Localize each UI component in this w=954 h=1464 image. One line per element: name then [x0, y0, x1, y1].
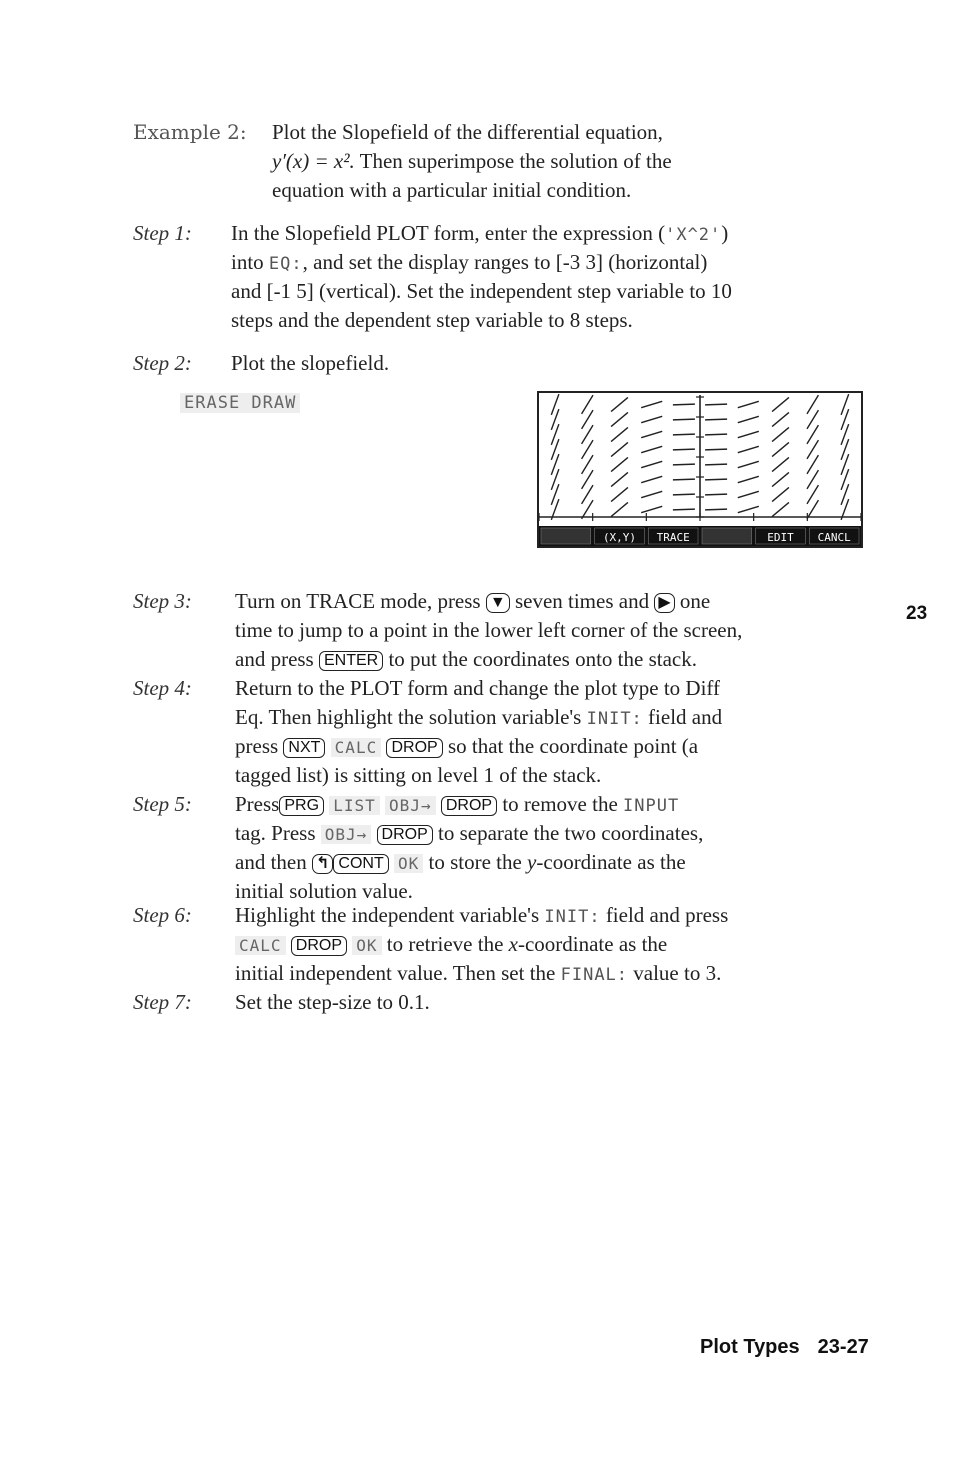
step6-l1b: field and press — [605, 903, 729, 927]
step6-l2c: -coordinate as the — [517, 932, 668, 956]
slope-segment — [738, 461, 759, 467]
step1-l1b: ) — [721, 221, 729, 245]
slopefield-plot — [539, 393, 861, 546]
footer-page-number: 23-27 — [817, 1336, 869, 1358]
example-line-3: equation with a particular initial condition. — [272, 178, 632, 202]
prg-key[interactable]: PRG — [279, 796, 324, 816]
right-arrow-key[interactable]: ▶ — [654, 593, 674, 613]
slope-segment — [807, 395, 818, 414]
slope-segment — [738, 431, 759, 437]
step1-expression: 'X^2' — [665, 225, 722, 245]
step4-label: Step 4: — [133, 676, 192, 700]
menu-key-label: TRACE — [656, 531, 690, 544]
slope-segment — [611, 427, 628, 441]
step1-l2a: into — [231, 250, 264, 274]
slope-segment — [673, 509, 695, 510]
slope-segment — [641, 416, 662, 422]
step1-eq-field: EQ: — [268, 254, 303, 274]
example-line-2 — [272, 149, 672, 174]
step3-l1c: one — [679, 589, 711, 613]
step2-text: Plot the slopefield. — [231, 351, 390, 375]
step2-label: Step 2: — [133, 351, 192, 375]
slope-segment — [641, 401, 662, 407]
slope-segment — [582, 410, 593, 429]
step6-line-3 — [235, 961, 721, 986]
footer-section: Plot Types — [700, 1336, 800, 1358]
slope-segment — [807, 410, 818, 429]
slope-segment — [772, 442, 789, 456]
step5-line-4: initial solution value. — [235, 879, 413, 903]
slope-segment — [705, 449, 727, 450]
slope-segment — [772, 487, 789, 501]
menu-key-box — [541, 528, 591, 544]
drop-key-2[interactable]: DROP — [441, 796, 497, 816]
step6-l3a: initial independent value. Then set the — [235, 961, 556, 985]
list-softkey[interactable]: LIST — [329, 796, 380, 815]
slope-segment — [738, 416, 759, 422]
slope-segment — [582, 500, 593, 519]
slope-segment — [611, 397, 628, 411]
left-shift-key[interactable]: ↰ — [312, 854, 333, 874]
slope-segment — [807, 500, 818, 519]
slope-segment — [738, 491, 759, 497]
slope-segment — [772, 397, 789, 411]
cont-key[interactable]: CONT — [333, 854, 388, 874]
slope-segment — [582, 425, 593, 444]
slope-segment — [582, 485, 593, 504]
slope-segment — [582, 470, 593, 489]
slope-segment — [772, 502, 789, 516]
calc-softkey[interactable]: CALC — [331, 738, 382, 757]
slope-segment — [641, 431, 662, 437]
step5-l3c: -coordinate as the — [536, 850, 686, 874]
step5-line-2 — [235, 821, 703, 846]
step6-l1a: Highlight the independent variable's — [235, 903, 540, 927]
step5-l2a: tag. Press — [235, 821, 316, 845]
menu-key-box — [702, 528, 752, 544]
slope-segment — [582, 455, 593, 474]
step5-line-1 — [235, 792, 679, 817]
slope-segment — [673, 419, 695, 420]
step6-l2b: to retrieve the — [386, 932, 504, 956]
step6-l3b: value to 3. — [633, 961, 722, 985]
slope-segment — [772, 427, 789, 441]
slope-segment — [611, 487, 628, 501]
step4-l2a: Eq. Then highlight the solution variable's — [235, 705, 582, 729]
slope-segment — [705, 479, 727, 480]
slope-segment — [738, 401, 759, 407]
step7-label: Step 7: — [133, 990, 192, 1014]
step3-l3b: to put the coordinates onto the stack. — [388, 647, 697, 671]
obj-softkey-2[interactable]: OBJ→ — [321, 825, 372, 844]
example-label: Example 2: — [133, 120, 247, 144]
slope-segment — [705, 509, 727, 510]
down-arrow-key[interactable]: ▼ — [486, 593, 510, 613]
slope-segment — [772, 457, 789, 471]
slope-segment — [807, 470, 818, 489]
step4-l3a: press — [235, 734, 279, 758]
step5-l2b: to separate the two coordinates, — [438, 821, 704, 845]
slope-segment — [738, 506, 759, 512]
step3-line-2: time to jump to a point in the lower left corner of the screen, — [235, 618, 743, 642]
slope-segment — [673, 464, 695, 465]
step1-l2b: , and set the display ranges to [-3 3] (horizontal) — [302, 250, 708, 274]
chapter-tab: 23 — [906, 603, 928, 624]
step1-l1a: In the Slopefield PLOT form, enter the expression ( — [231, 221, 666, 245]
example-equation: y′(x) = x². — [272, 149, 355, 173]
slope-segment — [582, 395, 593, 414]
example-line-1: Plot the Slopefield of the differential equation, — [272, 120, 663, 144]
slope-segment — [641, 476, 662, 482]
step4-line-4: tagged list) is sitting on level 1 of the stack. — [235, 763, 602, 787]
slope-segment — [705, 434, 727, 435]
step5-l1a: Press — [235, 792, 280, 816]
step6-line-2 — [235, 932, 667, 957]
step4-l2b: field and — [648, 705, 723, 729]
menu-key-label: (X,Y) — [602, 531, 637, 544]
calculator-screen — [537, 391, 863, 548]
step5-label: Step 5: — [133, 792, 192, 816]
slope-segment — [705, 404, 727, 405]
step1-line-1 — [231, 221, 728, 246]
step6-final-field: FINAL: — [560, 965, 629, 985]
page-footer — [700, 1336, 869, 1359]
nxt-key[interactable]: NXT — [283, 738, 325, 758]
obj-softkey[interactable]: OBJ→ — [385, 796, 436, 815]
enter-key[interactable]: ENTER — [319, 651, 383, 671]
slope-segment — [705, 419, 727, 420]
slope-segment — [611, 472, 628, 486]
slope-segment — [673, 449, 695, 450]
step4-line-2 — [235, 705, 722, 730]
slope-segment — [582, 440, 593, 459]
slope-segment — [807, 485, 818, 504]
slope-segment — [611, 442, 628, 456]
drop-key-3[interactable]: DROP — [377, 825, 433, 845]
drop-key-4[interactable]: DROP — [291, 936, 347, 956]
slope-segment — [641, 491, 662, 497]
ok-softkey-2[interactable]: OK — [352, 936, 381, 955]
step1-line-3: and [-1 5] (vertical). Set the independent step variable to 10 — [231, 279, 732, 303]
step3-l1a: Turn on TRACE mode, press — [235, 589, 481, 613]
menu-key-label: CANCL — [817, 531, 851, 544]
slope-segment — [641, 506, 662, 512]
example-line-2-text: Then superimpose the solution of the — [359, 149, 672, 173]
slope-segment — [705, 494, 727, 495]
step5-l1b: to remove the — [502, 792, 618, 816]
step5-y-var: y — [527, 850, 537, 874]
step5-l3a: and then — [235, 850, 307, 874]
step4-line-3 — [235, 734, 698, 759]
step3-line-1 — [235, 589, 710, 614]
slope-segment — [611, 502, 628, 516]
slope-segment — [673, 434, 695, 435]
step1-line-2 — [231, 250, 707, 275]
slope-segment — [772, 472, 789, 486]
step1-label: Step 1: — [133, 221, 192, 245]
calc-softkey-2[interactable]: CALC — [235, 936, 286, 955]
step6-label: Step 6: — [133, 903, 192, 927]
step3-line-3 — [235, 647, 697, 672]
slope-segment — [705, 464, 727, 465]
step4-init-field: INIT: — [586, 709, 643, 729]
slope-segment — [807, 425, 818, 444]
ok-softkey[interactable]: OK — [394, 854, 423, 873]
step1-line-4: steps and the dependent step variable to 8 steps. — [231, 308, 633, 332]
erase-draw-menu: ERASE DRAW — [180, 393, 300, 413]
step3-l1b: seven times and — [514, 589, 650, 613]
slope-segment — [738, 476, 759, 482]
slope-segment — [641, 461, 662, 467]
drop-key[interactable]: DROP — [386, 738, 442, 758]
menu-key-label: EDIT — [767, 531, 794, 544]
step5-input-tag: INPUT — [623, 796, 680, 816]
slope-segment — [673, 479, 695, 480]
step7-text: Set the step-size to 0.1. — [235, 990, 430, 1014]
step3-label: Step 3: — [133, 589, 192, 613]
slope-segment — [641, 446, 662, 452]
step5-l3b: to store the — [428, 850, 522, 874]
step6-init-field: INIT: — [544, 907, 601, 927]
slope-segment — [673, 404, 695, 405]
step4-l3b: so that the coordinate point (a — [447, 734, 699, 758]
slope-segment — [673, 494, 695, 495]
slope-segment — [738, 446, 759, 452]
step3-l3a: and press — [235, 647, 314, 671]
step6-line-1 — [235, 903, 728, 928]
step6-x-var: x — [508, 932, 518, 956]
step5-line-3 — [235, 850, 686, 875]
slope-segment — [807, 455, 818, 474]
slope-segment — [611, 412, 628, 426]
step4-line-1: Return to the PLOT form and change the plot type to Diff — [235, 676, 721, 700]
slope-segment — [807, 440, 818, 459]
slope-segment — [772, 412, 789, 426]
slope-segment — [611, 457, 628, 471]
